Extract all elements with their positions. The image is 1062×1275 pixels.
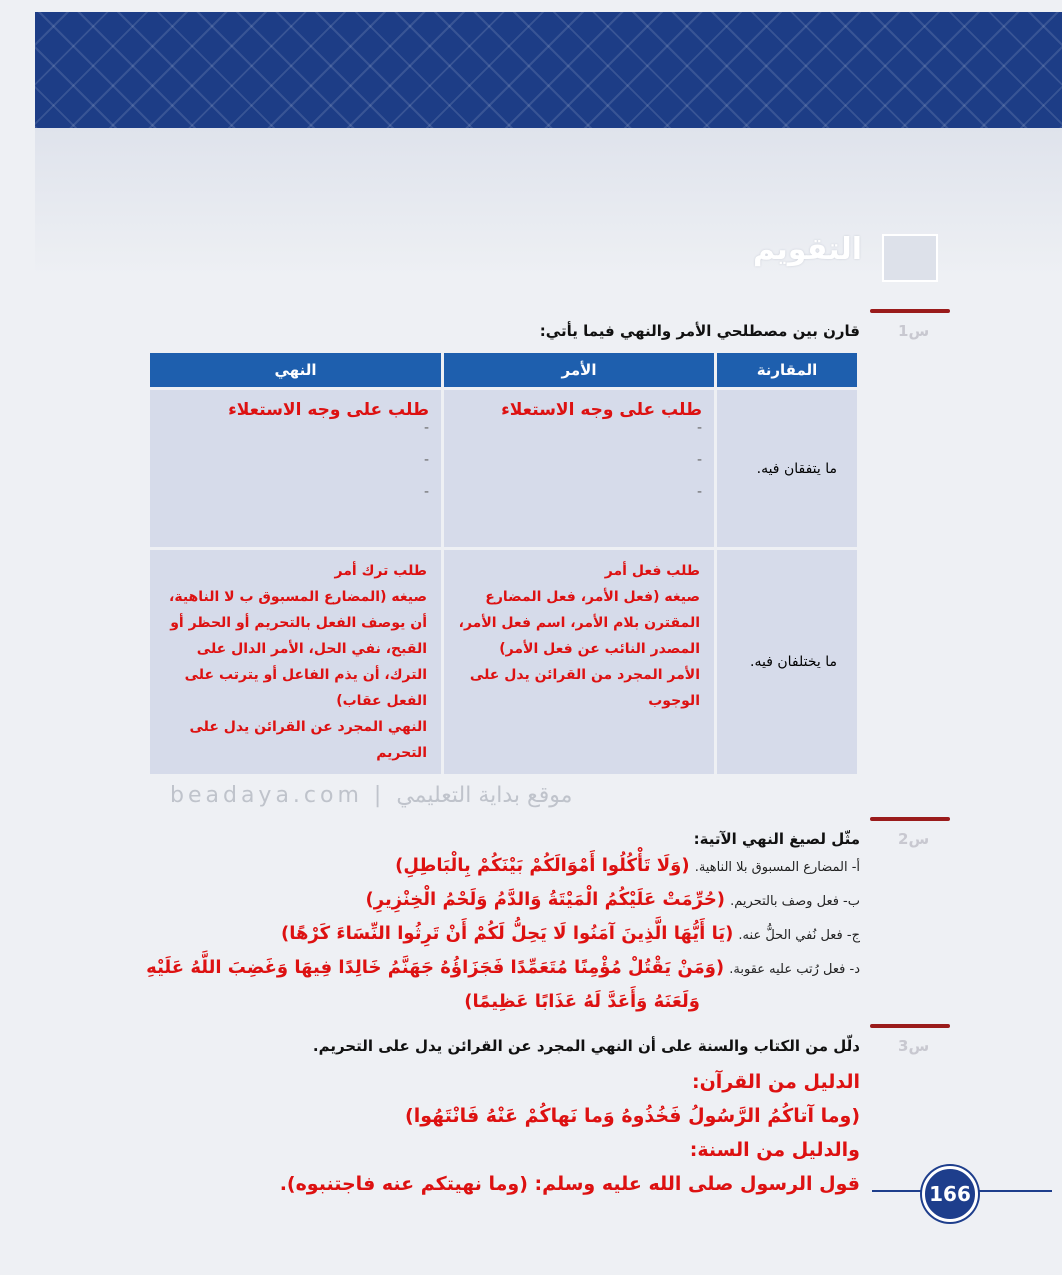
content-flow xyxy=(60,309,960,1201)
amr-diff-3: الأمر المجرد من القرائن يدل على الوجوب xyxy=(469,667,700,709)
header-amr: الأمر xyxy=(444,353,714,387)
q2-bar xyxy=(870,817,950,821)
page-number: 166 xyxy=(922,1166,978,1222)
q2-section xyxy=(60,817,960,1018)
q3-answers xyxy=(60,1065,860,1201)
q1-bar xyxy=(870,309,950,313)
header-comparison: المقارنة xyxy=(717,353,857,387)
nahy-diff-1: طلب ترك أمر xyxy=(334,563,427,579)
q2-label: س2 xyxy=(898,830,930,848)
list-item: د- فعل رُتب عليه عقوبة. (وَمَنْ يَقْتُلْ مُؤْمِنًا مُتَعَمِّدًا فَجَزَاؤُهُ جَهَنَّمُ خَالِدًا فِيهَا وَغَضِبَ اللَّهُ عَلَيْهِ xyxy=(146,957,860,978)
evidence-quran: (وما آتاكُمُ الرَّسُولُ فَخُذُوهُ وَما نَهاكُمْ عَنْهُ فَانْتَهُوا) xyxy=(405,1105,860,1127)
q3-bar xyxy=(870,1024,950,1028)
q3-section xyxy=(60,1024,960,1201)
evidence-sunnah: قول الرسول صلى الله عليه وسلم: (وما نهيتكم عنه فاجتنبوه). xyxy=(279,1173,860,1195)
q1-section xyxy=(60,309,960,813)
q3-label: س3 xyxy=(898,1037,930,1055)
table-row: ما يتفقان فيه. طلب على وجه الاستعلاء - - - طلب على وجه الاستعلاء - - - xyxy=(150,390,857,547)
q3-text: دلّل من الكتاب والسنة على أن النهي المجرد عن القرائن يدل على التحريم. xyxy=(312,1037,860,1055)
evidence-sunnah-label: والدليل من السنة: xyxy=(689,1139,860,1161)
comparison-table xyxy=(147,350,860,777)
header-pattern-band xyxy=(35,12,1062,128)
list-item-continued: وَلَعَنَهُ وَأَعَدَّ لَهُ عَذَابًا عَظِيمًا) xyxy=(464,991,700,1012)
q2-text: مثّل لصيغ النهي الآتية: xyxy=(693,830,860,848)
evidence-quran-label: الدليل من القرآن: xyxy=(691,1071,860,1093)
q2-items xyxy=(60,850,860,1018)
amr-diff-1: طلب فعل أمر xyxy=(604,563,700,579)
list-item: ج- فعل نُفي الحلُّ عنه. (يَا أَيُّهَا الَّذِينَ آمَنُوا لَا يَحِلُّ لَكُمْ أَنْ تَرِثُوا النِّسَاءَ كَرْهًا) xyxy=(281,923,860,944)
chart-icon xyxy=(882,234,938,282)
table-row xyxy=(150,550,857,774)
list-item: ب- فعل وصف بالتحريم. (حُرِّمَتْ عَلَيْكُمُ الْمَيْتَةُ وَالدَّمُ وَلَحْمُ الْخِنْزِيرِ) xyxy=(365,889,860,910)
row-label: ما يتفقان فيه. xyxy=(717,390,857,547)
watermark: beadaya.com | موقع بداية التعليمي xyxy=(170,783,573,808)
nahy-diff-3: النهي المجرد عن القرائن يدل على التحريم xyxy=(189,719,427,761)
q1-text: قارن بين مصطلحي الأمر والنهي فيما يأتي: xyxy=(539,322,860,340)
q1-label: س1 xyxy=(898,322,930,340)
nahy-diff-2: صيغه (المضارع المسبوق ب لا الناهية، أن يوصف الفعل بالتحريم أو الحظر أو القبح، نفي الحل، الأمر الدال على الترك، أن يذم الفاعل أو يترتب على الفعل عقاب) xyxy=(169,589,427,709)
nahy-agree: طلب على وجه الاستعلاء xyxy=(228,400,429,420)
amr-agree: طلب على وجه الاستعلاء xyxy=(501,400,702,420)
row-label: ما يختلفان فيه. xyxy=(717,550,857,774)
header-nahy: النهي xyxy=(150,353,441,387)
section-title: التقويم xyxy=(753,232,862,267)
amr-diff-2: صيغه (فعل الأمر، فعل المضارع المقترن بلام الأمر، اسم فعل الأمر، المصدر النائب عن فعل الأمر) xyxy=(458,589,700,657)
list-item: أ- المضارع المسبوق بلا الناهية. (وَلَا تَأْكُلُوا أَمْوَالَكُمْ بَيْنَكُمْ بِالْبَاطِلِ) xyxy=(395,855,860,876)
